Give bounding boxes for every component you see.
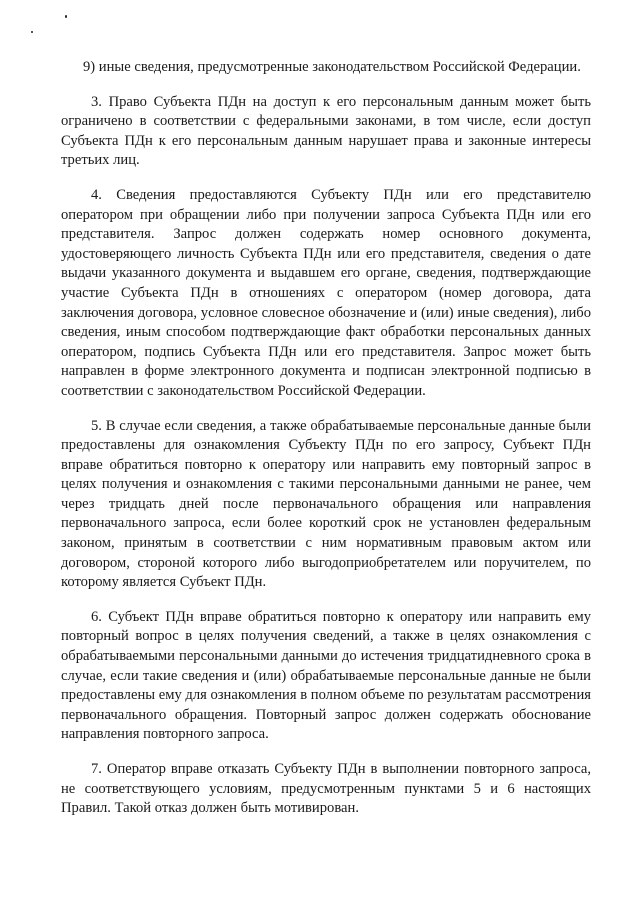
paragraph-clause-5: 5. В случае если сведения, а также обрабатываемые персональные данные были предоставлены для ознакомления Субъекту ПДн по его запросу, Субъект ПДн вправе обратиться повторно к оператору или направить ему повторный запрос в целях получения и ознакомления с такими персональными данными не ранее, чем через тридцать дней после первоначального обращения или направления первоначального запроса, если более короткий срок не установлен федеральным законом, принятым в соответствии с ним нормативным правовым актом или договором, стороной которого либо выгодоприобретателем или поручителем, по которому является Субъект ПДн. <box>61 417 591 591</box>
scan-speck <box>65 15 67 18</box>
paragraph-clause-4: 4. Сведения предоставляются Субъекту ПДн или его представителю оператором при обращении либо при получении запроса Субъекта ПДн или его представителя. Запрос должен содержать номер основного документа, удостоверяющего личность Субъекта ПДн или его представителя, сведения о дате выдачи указанного документа и выдавшем его органе, сведения, подтверждающие участие Субъекта ПДн в отношениях с оператором (номер договора, дата заключения договора, условное словесное обозначение и (или) иные сведения), либо сведения, иным способом подтверждающие факт обработки персональных данных оператором, подпись Субъекта ПДн или его представителя. Запрос может быть направлен в форме электронного документа и подписан электронной подписью в соответствии с законодательством Российской Федерации. <box>61 186 591 399</box>
paragraph-item-9: 9) иные сведения, предусмотренные законодательством Российской Федерации. <box>83 59 581 75</box>
paragraph-clause-6: 6. Субъект ПДн вправе обратиться повторно к оператору или направить ему повторный вопрос в целях получения сведений, а также в целях ознакомления с обрабатываемыми персональными данными до истечения тридцатидневного срока в случае, если такие сведения и (или) обрабатываемые персональные данные не были предоставлены ему для ознакомления в полном объеме по результатам рассмотрения первоначального обращения. Повторный запрос должен содержать обоснование направления повторного запроса. <box>61 608 591 743</box>
scan-speck <box>31 31 33 33</box>
paragraph-clause-3: 3. Право Субъекта ПДн на доступ к его персональным данным может быть ограничено в соответствии с федеральными законами, в том числе, если доступ Субъекта ПДн к его персональным данным нарушает права и законные интересы третьих лиц. <box>61 93 591 169</box>
paragraph-clause-7: 7. Оператор вправе отказать Субъекту ПДн в выполнении повторного запроса, не соответствующего условиям, предусмотренным пунктами 5 и 6 настоящих Правил. Такой отказ должен быть мотивирован. <box>61 761 591 817</box>
document-body <box>61 58 591 834</box>
